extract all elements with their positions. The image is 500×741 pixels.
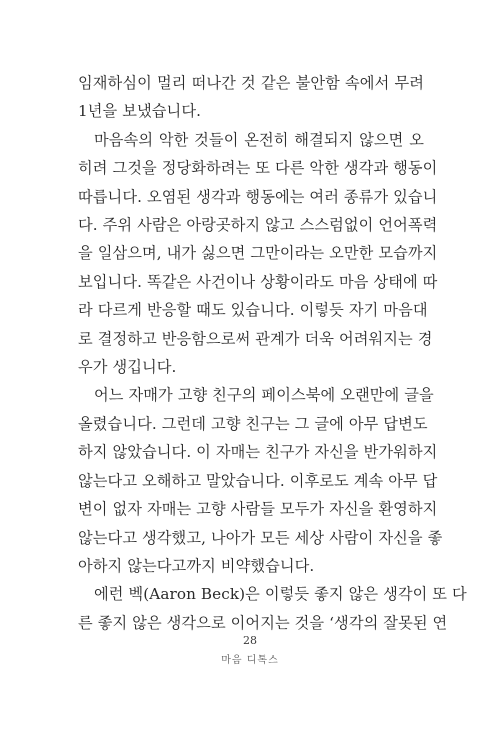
text-line: 따릅니다. 오염된 생각과 행동에는 여러 종류가 있습니: [78, 187, 438, 206]
text-line: 어느 자매가 고향 친구의 페이스북에 오랜만에 글을: [94, 386, 434, 405]
text-line: 른 좋지 않은 생각으로 이어지는 것을 ‘생각의 잘못된 연: [78, 613, 448, 632]
running-title: 마음 디톡스: [221, 655, 279, 666]
text-line: 을 일삼으며, 내가 싫으면 그만이라는 오만한 모습까지: [78, 244, 438, 263]
text-line: 히려 그것을 정당화하려는 또 다른 악한 생각과 행동이: [78, 159, 438, 178]
text-line: 하지 않았습니다. 이 자매는 친구가 자신을 반가워하지: [78, 443, 438, 462]
text-line: 않는다고 오해하고 말았습니다. 이후로도 계속 아무 답: [78, 471, 438, 490]
text-line: 올렸습니다. 그런데 고향 친구는 그 글에 아무 답변도: [78, 414, 428, 433]
text-line: 마음속의 악한 것들이 온전히 해결되지 않으면 오: [94, 130, 424, 149]
text-line: 라 다르게 반응할 때도 있습니다. 이렇듯 자기 마음대: [78, 301, 428, 320]
text-line: 임재하심이 멀리 떠나간 것 같은 불안함 속에서 무려: [78, 74, 424, 92]
text-line: 1년을 보냈습니다.: [78, 102, 202, 121]
text-line: 보입니다. 똑같은 사건이나 상황이라도 마음 상태에 따: [78, 272, 438, 291]
text-line: 우가 생깁니다.: [78, 358, 177, 377]
text-line: 다. 주위 사람은 아랑곳하지 않고 스스럼없이 언어폭력: [78, 216, 438, 235]
text-line: 아하지 않는다고까지 비약했습니다.: [78, 556, 315, 575]
text-line: 변이 없자 자매는 고향 사람들 모두가 자신을 환영하지: [78, 500, 438, 519]
text-line: 않는다고 생각했고, 나아가 모든 세상 사람이 자신을 좋: [78, 528, 443, 547]
text-line: 에런 벡(Aaron Beck)은 이렇듯 좋지 않은 생각이 또 다: [94, 585, 467, 604]
body-text: [78, 69, 467, 637]
text-line: 로 결정하고 반응함으로써 관계가 더욱 어려워지는 경: [78, 329, 433, 348]
page-number: 28: [243, 634, 257, 647]
